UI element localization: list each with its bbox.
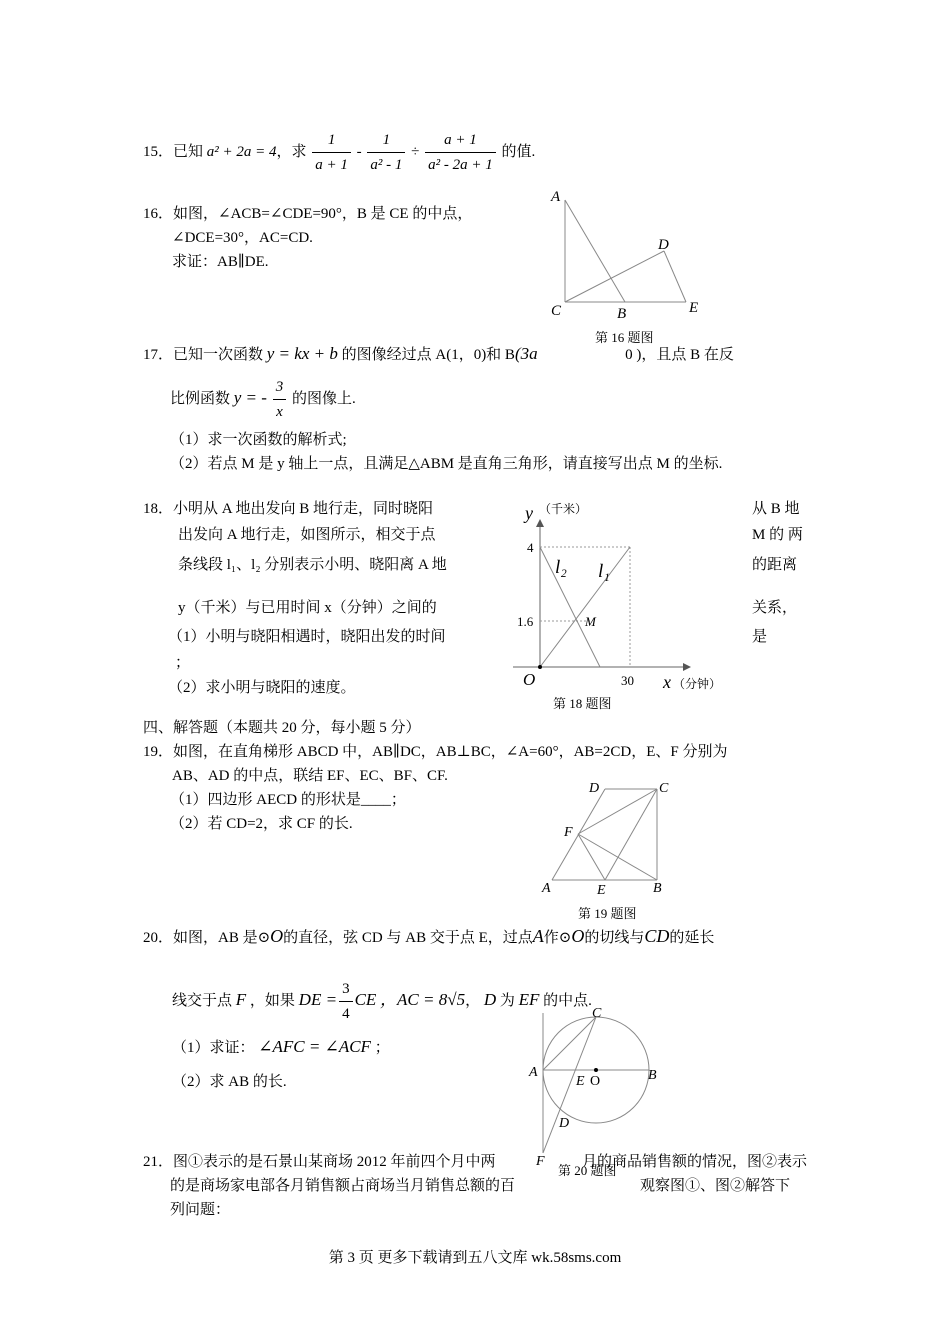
q17-l1b: 的图像经过点 A(1，0)和 B (341, 347, 515, 363)
q18-tick-16: 1.6 (517, 614, 534, 629)
q15-fraction-1 (312, 130, 351, 175)
q15-f2-den: a² - 1 (370, 157, 403, 174)
q15-tail: 的值. (501, 144, 536, 160)
q15-fraction-2 (367, 130, 405, 175)
q15-minus: - (356, 144, 362, 160)
q19-figure (535, 776, 685, 926)
q19-line4: （2）若 CD=2，求 CF 的长. (170, 816, 353, 832)
q18-point-m: M (585, 614, 596, 629)
q18-y-label: y (525, 503, 533, 523)
q20-l1-a: A (532, 926, 544, 946)
q20-fraction (339, 979, 353, 1024)
q20-line4: （2）求 AB 的长. (172, 1074, 287, 1090)
q18-tick-4: 4 (527, 540, 534, 555)
q18-line4-right: 关系， (752, 600, 798, 616)
q19-line1: 19．如图，在直角梯形 ABCD 中，AB∥DC，AB⊥BC，∠A=60°，AB=2CD，E、F 分别为 (143, 744, 728, 760)
q20-l1a: 20．如图，AB 是⊙ (143, 930, 271, 946)
q15-pre: 已知 (173, 144, 204, 160)
q15-f1-num: 1 (312, 130, 351, 153)
q18-origin: O (523, 670, 536, 689)
q20-frac-num: 3 (339, 979, 353, 1002)
q18-line2-right: M 的 两 (752, 527, 803, 543)
q20-label-b: B (648, 1068, 657, 1083)
section-4-heading: 四、解答题（本题共 20 分，每小题 5 分） (143, 720, 421, 736)
q18-line-l1-label: l₁ (598, 561, 610, 582)
q21-line1b: 月的商品销售额的情况，图②表示 (582, 1154, 808, 1170)
q20-l3b: ； (374, 1040, 390, 1056)
q17-line1 (143, 343, 734, 364)
q20-line1 (143, 926, 714, 947)
q20-l2a: 线交于点 (172, 993, 233, 1009)
q16-label-a: A (551, 189, 561, 205)
q16-label-d: D (658, 237, 669, 253)
q18-line6: ； (175, 655, 191, 671)
q15-f1-den: a + 1 (315, 157, 348, 174)
q16-figure (540, 185, 720, 350)
q20-l1b: 的直径，弦 CD 与 AB 交于点 E，过点 (283, 930, 533, 946)
q19-line3: （1）四边形 AECD 的形状是____； (170, 792, 406, 808)
q15-div: ÷ (411, 144, 420, 160)
q21-line2b: 观察图①、图②解答下 (640, 1178, 791, 1194)
q18-line7: （2）求小明与晓阳的速度。 (168, 680, 356, 696)
q16-label-e: E (689, 300, 699, 316)
q16-label-c: C (551, 303, 562, 319)
q21-line1a: 21．图①表示的是石景山某商场 2012 年前四个月中两 (143, 1154, 496, 1170)
q15-fraction-3 (425, 130, 496, 175)
q21-line3: 列问题： (170, 1202, 231, 1218)
q20-l2g: 的中点. (543, 993, 592, 1009)
q20-l2-f: F (235, 990, 247, 1009)
q17-l1c: (3a (514, 344, 538, 363)
q20-label-c: C (592, 1006, 602, 1021)
q20-l3-eq: ∠AFC = ∠ACF (258, 1037, 371, 1056)
q19-label-a: A (542, 881, 551, 896)
q17-frac-den: x (276, 404, 283, 421)
q18-line1: 18．小明从 A 地出发向 B 地行走，同时晓阳 (143, 501, 434, 517)
q15-number: 15． (143, 144, 174, 160)
q15 (143, 128, 535, 176)
q20-l2-d: D (483, 990, 497, 1009)
q20-frac-den: 4 (342, 1006, 350, 1023)
q20-l2-ce: CE (354, 990, 377, 1009)
q19-label-e: E (597, 883, 606, 898)
q20-caption: 第 20 题图 (558, 1163, 617, 1178)
q18-line5: （1）小明与晓阳相遇时，晓阳出发的时间 (168, 629, 446, 645)
q20-line3 (172, 1036, 390, 1057)
q20-l2b: ，如果 (249, 993, 295, 1009)
q18-y-unit: （千米） (539, 502, 588, 516)
q20-l1-o: O (270, 926, 284, 946)
page-footer: 第 3 页 更多下载请到五八文库 wk.58sms.com (328, 1250, 622, 1266)
q20-l2c: ， (465, 993, 481, 1009)
q20-l2-de: DE = (298, 990, 338, 1009)
q18-line4: y（千米）与已用时间 x（分钟）之间的 (178, 600, 437, 616)
q20-l1-o2: O (571, 926, 585, 946)
q17-line2 (170, 374, 356, 422)
q17-fraction (273, 377, 287, 422)
q20-l3a: （1）求证： (172, 1040, 255, 1056)
q19-caption: 第 19 题图 (578, 906, 637, 921)
q18-line5-right: 是 (752, 629, 768, 645)
q20-l2-ac: ，AC = 8√5 (380, 990, 466, 1009)
q17-line3: （1）求一次函数的解析式; (170, 432, 347, 448)
q18-line2: 出发向 A 地行走，如图所示，相交于点 (178, 527, 436, 543)
q20-label-o: O (590, 1074, 601, 1089)
q18-line3: 条线段 l₁、l₂ 分别表示小明、晓阳离 A 地 (178, 557, 447, 573)
q18-line3-right: 的距离 (752, 557, 798, 573)
q20-l1h: 的延长 (669, 930, 715, 946)
q20-l1d: 作⊙ (543, 930, 572, 946)
q20-label-a: A (529, 1065, 538, 1080)
q18-line-l2-label: l₂ (555, 557, 567, 578)
q19-label-f: F (564, 825, 573, 840)
q17-frac-num: 3 (273, 377, 287, 400)
q17-line4: （2）若点 M 是 y 轴上一点，且满足△ABM 是直角三角形，请直接写出点 M 的坐标. (170, 456, 723, 472)
q17-l2a: 比例函数 (170, 391, 231, 407)
q20-l2e: 为 (499, 993, 515, 1009)
q17-l1a: 17．已知一次函数 (143, 347, 264, 363)
q17-l1d: 0 )，且点 B 在反 (625, 347, 734, 363)
q20-label-f: F (536, 1154, 545, 1169)
q18-line1-right: 从 B 地 (752, 501, 800, 517)
q20-label-d: D (559, 1116, 570, 1131)
q17-func: y = kx + b (266, 344, 338, 363)
q16-line2: ∠DCE=30°，AC=CD. (172, 230, 313, 246)
q20-label-e: E (576, 1074, 585, 1089)
q20-l1-cd: CD (644, 926, 670, 946)
q20-l2-ef: EF (518, 990, 540, 1009)
q15-condition: a² + 2a = 4 (206, 144, 277, 160)
q15-f3-den: a² - 2a + 1 (428, 157, 493, 174)
q19-label-c: C (659, 781, 669, 796)
q17-l2b: 的图像上. (291, 391, 356, 407)
q18-x-label: x (663, 672, 671, 692)
q16-line3: 求证：AB∥DE. (172, 254, 269, 270)
q19-label-d: D (589, 781, 600, 796)
q19-label-b: B (653, 881, 662, 896)
q19-line2: AB、AD 的中点，联结 EF、EC、BF、CF. (172, 768, 448, 784)
q15-f2-num: 1 (367, 130, 405, 153)
q16-line1: 16．如图，∠ACB=∠CDE=90°，B 是 CE 的中点， (143, 206, 473, 222)
q21-line2a: 的是商场家电部各月销售额占商场当月销售总额的百 (170, 1178, 516, 1194)
q20-l1f: 的切线与 (584, 930, 645, 946)
q18-x-unit: （分钟） (673, 677, 722, 691)
q16-caption: 第 16 题图 (595, 330, 654, 345)
q15-mid: ，求 (276, 144, 307, 160)
q17-l2-func: y = - (233, 388, 267, 407)
q18-caption: 第 18 题图 (553, 696, 612, 711)
q16-label-b: B (617, 306, 627, 322)
q18-tick-30: 30 (621, 673, 634, 688)
q15-f3-num: a + 1 (425, 130, 496, 153)
q18-graph (505, 495, 735, 715)
